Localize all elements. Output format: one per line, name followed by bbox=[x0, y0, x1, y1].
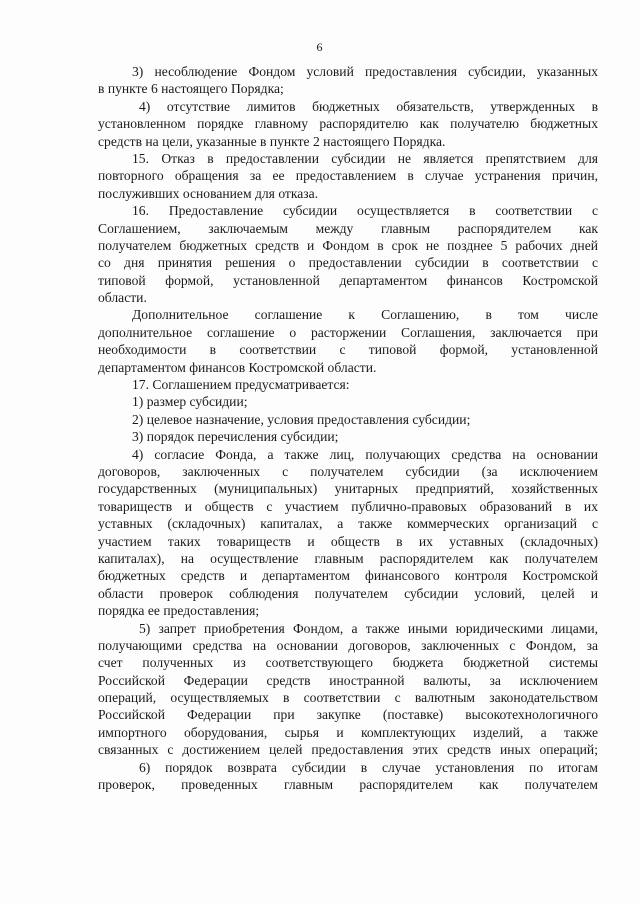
text-line: необходимости в соответствии с типовой формой, установленной bbox=[98, 342, 598, 358]
text-line: государственных (муниципальных) унитарных предприятий, хозяйственных bbox=[98, 481, 598, 497]
text-line: договоров, заключенных с получателем субсидии (за исключением bbox=[98, 463, 598, 479]
text-line: установленном порядке главному распорядителю как получателю бюджетных bbox=[98, 116, 598, 132]
text-line: импортного оборудования, сырья и комплектующих изделий, а также bbox=[98, 724, 598, 740]
text-line: послуживших основанием для отказа. bbox=[98, 185, 319, 201]
text-line: департаментом финансов Костромской области. bbox=[98, 359, 377, 375]
text-line: связанных с достижением целей предоставления этих средств иных операций; bbox=[98, 742, 598, 758]
text-line: товариществ и обществ с участием публично-правовых образований в их bbox=[98, 498, 598, 514]
text-line: 4) согласие Фонда, а также лиц, получающих средства на основании bbox=[132, 446, 598, 462]
text-line: счет полученных из соответствующего бюджета бюджетной системы bbox=[98, 655, 598, 671]
text-line: уставных (складочных) капиталах, а также коммерческих организаций с bbox=[98, 516, 598, 532]
text-line: Российской Федерации средств иностранной валюты, за исключением bbox=[98, 672, 598, 688]
text-line: дополнительное соглашение о расторжении Соглашения, заключается при bbox=[98, 324, 598, 340]
text-line: типовой формой, установленной департаментом финансов Костромской bbox=[98, 272, 598, 288]
text-line: порядка ее предоставления; bbox=[98, 603, 260, 619]
text-line: Дополнительное соглашение к Соглашению, в том числе bbox=[132, 307, 598, 323]
text-line: со дня принятия решения о предоставлении субсидии в соответствии с bbox=[98, 255, 598, 271]
text-line: 4) отсутствие лимитов бюджетных обязательств, утвержденных в bbox=[139, 98, 598, 114]
text-line: получающими средства на основании договоров, заключенных с Фондом, за bbox=[98, 637, 598, 653]
text-line: получателем бюджетных средств и Фондом в срок не позднее 5 рабочих дней bbox=[98, 237, 598, 253]
text-line: 3) порядок перечисления субсидии; bbox=[132, 429, 339, 445]
text-line: 3) несоблюдение Фондом условий предоставления субсидии, указанных bbox=[132, 64, 598, 79]
page-number: 6 bbox=[316, 40, 323, 54]
text-line: 15. Отказ в предоставлении субсидии не является препятствием для bbox=[132, 150, 598, 166]
text-line: проверок, проведенных главным распорядителем как получателем bbox=[98, 777, 598, 793]
text-line: области. bbox=[98, 290, 147, 306]
text-line: участием таких товариществ и обществ в их уставных (складочных) bbox=[98, 533, 598, 549]
text-line: 6) порядок возврата субсидии в случае установления по итогам bbox=[139, 759, 598, 775]
text-line: повторного обращения за ее предоставлением в случае устранения причин, bbox=[98, 168, 598, 184]
text-line: 1) размер субсидии; bbox=[132, 394, 248, 410]
text-line: операций, осуществляемых в соответствии с валютным законодательством bbox=[98, 690, 598, 706]
text-line: Российской Федерации при закупке (поставке) высокотехнологичного bbox=[98, 707, 598, 723]
text-line: Соглашением, заключаемым между главным распорядителем как bbox=[98, 220, 598, 236]
text-line: бюджетных средств и департаментом финансового контроля Костромской bbox=[98, 568, 598, 584]
text-line: области проверок соблюдения получателем субсидии условий, целей и bbox=[98, 585, 598, 601]
text-line: средств на цели, указанные в пункте 2 настоящего Порядка. bbox=[98, 133, 446, 149]
text-line: 5) запрет приобретения Фондом, а также иными юридическими лицами, bbox=[139, 620, 598, 636]
text-line: 16. Предоставление субсидии осуществляется в соответствии с bbox=[132, 203, 598, 219]
text-line: в пункте 6 настоящего Порядка; bbox=[98, 81, 284, 97]
text-line: 17. Соглашением предусматривается: bbox=[132, 377, 350, 393]
body-text bbox=[98, 63, 598, 793]
text-line: 2) целевое назначение, условия предоставления субсидии; bbox=[132, 411, 471, 427]
text-line: капиталах), на осуществление главным распорядителем как получателем bbox=[98, 550, 598, 566]
